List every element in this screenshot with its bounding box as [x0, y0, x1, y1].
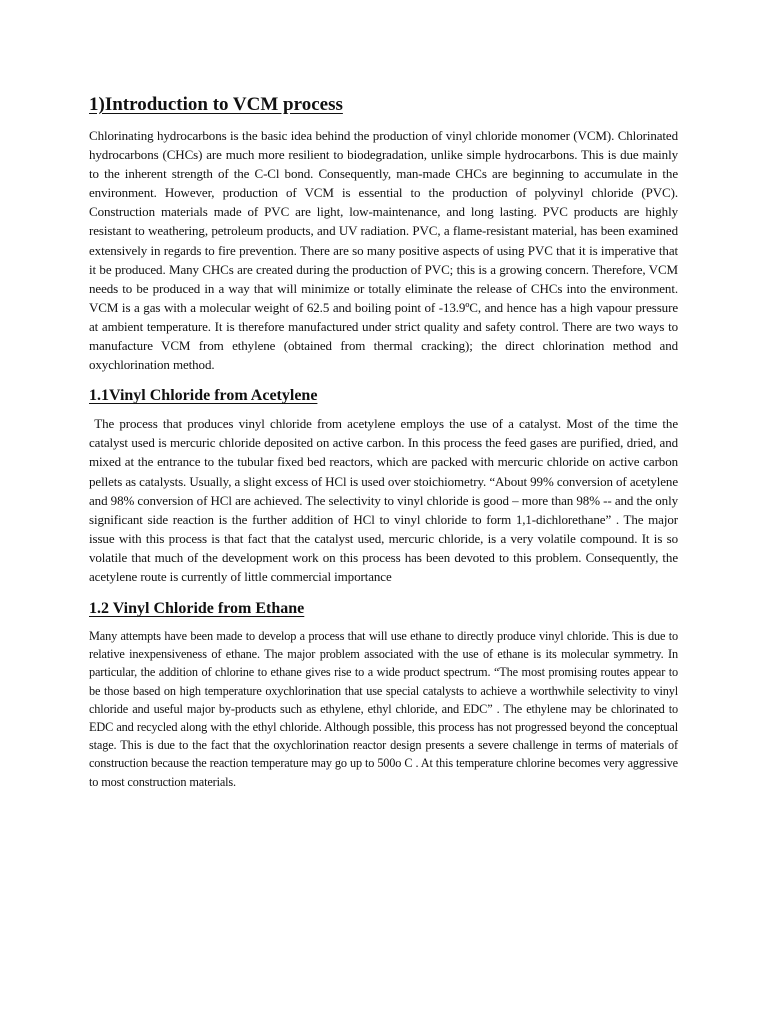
- section-heading-acetylene: 1.1Vinyl Chloride from Acetylene: [89, 387, 318, 405]
- section-heading-ethane: 1.2 Vinyl Chloride from Ethane: [89, 600, 305, 618]
- introduction-paragraph: Chlorinating hydrocarbons is the basic idea behind the production of vinyl chloride monomer (VCM). Chlorinated hydrocarbons (CHCs) are much more resilient to biodegradation, unlike simple hydrocarbons. This is due mainly to the inherent strength of the C-Cl bond. Consequently, man-made CHCs are beginning to accumulate in the environment. However, production of VCM is essential to the production of polyvinyl chloride (PVC). Construction materials made of PVC are light, low-maintenance, and long lasting. PVC products are highly resistant to weathering, petroleum products, and UV radiation. PVC, a flame-resistant material, has been examined extensively in regards to fire prevention. There are so many positive aspects of using PVC that it is imperative that it be produced. Many CHCs are created during the production of PVC; this is a growing concern. Therefore, VCM needs to be produced in a way that will minimize or totally eliminate the release of CHCs into the environment. VCM is a gas with a molecular weight of 62.5 and boiling point of -13.9ºC, and hence has a high vapour pressure at ambient temperature. It is therefore manufactured under strict quality and safety control. There are two ways to manufacture VCM from ethylene (obtained from thermal cracking); the direct chlorination method and oxychlorination method.: [89, 128, 678, 373]
- ethane-paragraph: Many attempts have been made to develop a process that will use ethane to directly produce vinyl chloride. This is due to relative inexpensiveness of ethane. The major problem associated with the use of ethane is its molecular symmetry. In particular, the addition of chlorine to ethane gives rise to a wide product spectrum. “The most promising routes appear to be those based on high temperature oxychlorination that use special catalysts to achieve a worthwhile selectivity to vinyl chloride and useful major by-products such as ethylene, ethyl chloride, and EDC” . The ethylene may be chlorinated to EDC and recycled along with the ethyl chloride. Although possible, this process has not progressed beyond the conceptual stage. This is due to the fact that the oxychlorination reactor design presents a severe challenge in terms of materials of construction because the reaction temperature may go up to 500o C . At this temperature chlorine becomes very aggressive to most construction materials.: [89, 629, 678, 789]
- document-page: [89, 92, 682, 791]
- acetylene-paragraph: The process that produces vinyl chloride from acetylene employs the use of a catalyst. Most of the time the catalyst used is mercuric chloride deposited on active carbon. In this process the feed gases are purified, dried, and mixed at the entrance to the tubular fixed bed reactors, which are packed with mercuric chloride on active carbon pellets as catalysts. Usually, a slight excess of HCl is used over stoichiometry. “About 99% conversion of acetylene and 98% conversion of HCl are achieved. The selectivity to vinyl chloride is good – more than 98% -- and the only significant side reaction is the further addition of HCl to vinyl chloride to form 1,1-dichlorethane” . The major issue with this process is that fact that the catalyst used, mercuric chloride, is a very volatile compound. It is so volatile that much of the development work on this process has been devoted to this problem. Consequently, the acetylene route is currently of little commercial importance: [89, 416, 682, 584]
- section-heading-introduction: 1)Introduction to VCM process: [89, 94, 343, 115]
